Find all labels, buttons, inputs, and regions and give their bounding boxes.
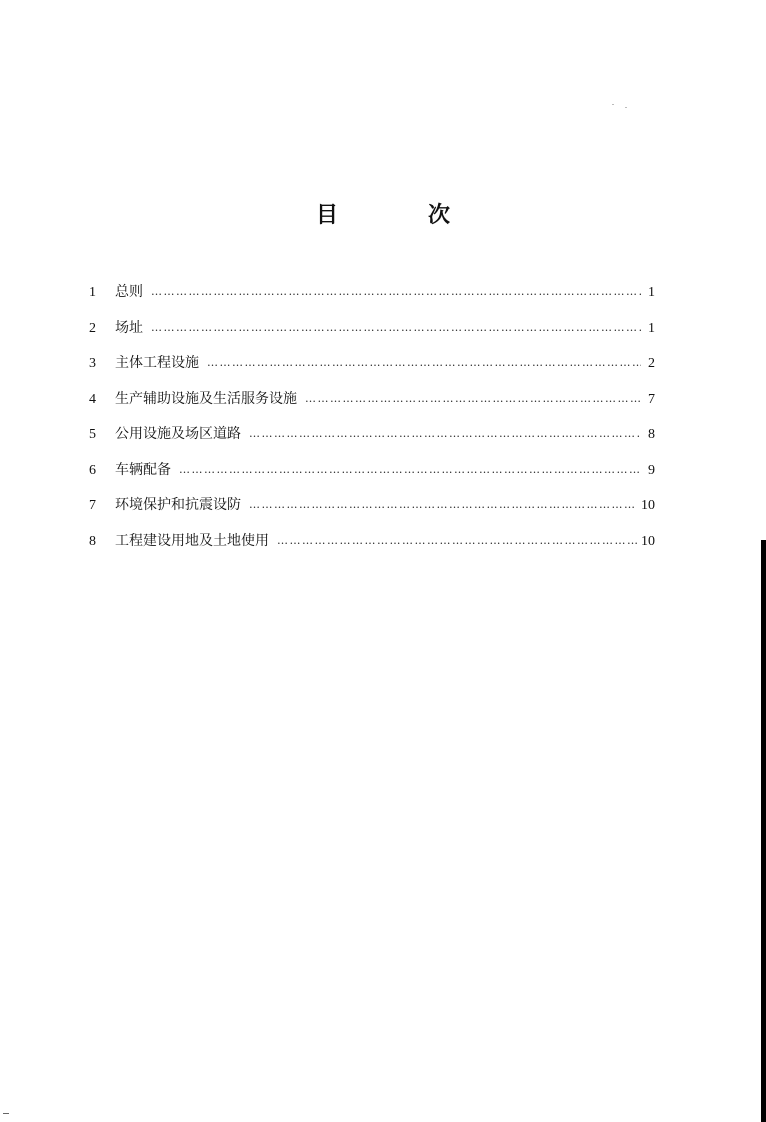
toc-entry-title: 场址	[115, 319, 143, 336]
toc-entry[interactable]	[89, 389, 655, 425]
toc-entry-title: 总则	[115, 284, 143, 300]
scan-speck	[3, 1113, 9, 1114]
toc-entry-page: 2	[648, 356, 655, 371]
toc-entry-title: 车辆配备	[115, 461, 171, 478]
toc-entry-title: 主体工程设施	[115, 355, 199, 371]
toc-entry-number: 8	[89, 533, 96, 549]
toc-entry-number: 5	[89, 427, 96, 442]
toc-entry-page: 10	[641, 533, 655, 549]
toc-dot-leader	[277, 531, 637, 551]
toc-dot-leader	[179, 460, 641, 480]
scan-edge-shadow	[761, 540, 766, 1122]
toc-dot-leader	[151, 318, 641, 338]
toc-entry-number: 6	[89, 462, 96, 478]
toc-dot-leader	[249, 495, 637, 515]
scan-speck	[625, 107, 627, 108]
page-title: 目 次	[315, 202, 484, 228]
toc-entry-page: 10	[641, 498, 655, 513]
toc-entry-number: 2	[89, 320, 96, 336]
toc-entry[interactable]	[89, 318, 655, 354]
table-of-contents	[89, 282, 655, 566]
toc-entry-page: 1	[648, 320, 655, 336]
toc-entry-number: 3	[89, 356, 96, 371]
toc-entry[interactable]	[89, 495, 655, 531]
toc-dot-leader	[249, 424, 641, 444]
toc-dot-leader	[207, 353, 641, 373]
toc-entry[interactable]	[89, 460, 655, 496]
toc-entry-page: 8	[648, 427, 655, 442]
toc-entry[interactable]	[89, 282, 655, 318]
toc-dot-leader	[305, 389, 641, 409]
toc-dot-leader	[151, 282, 641, 302]
toc-entry-title: 公用设施及场区道路	[115, 426, 241, 442]
toc-entry-title: 环境保护和抗震设防	[115, 497, 241, 513]
toc-entry-title: 生产辅助设施及生活服务设施	[115, 390, 297, 407]
toc-entry-title: 工程建设用地及土地使用	[115, 532, 269, 549]
toc-entry-number: 4	[89, 391, 96, 407]
toc-entry[interactable]	[89, 353, 655, 389]
toc-entry[interactable]	[89, 424, 655, 460]
toc-entry-page: 7	[648, 391, 655, 407]
scan-speck	[612, 104, 614, 105]
toc-entry-page: 1	[648, 285, 655, 300]
toc-entry[interactable]	[89, 531, 655, 567]
toc-entry-number: 7	[89, 498, 96, 513]
toc-entry-number: 1	[89, 285, 96, 300]
toc-entry-page: 9	[648, 462, 655, 478]
